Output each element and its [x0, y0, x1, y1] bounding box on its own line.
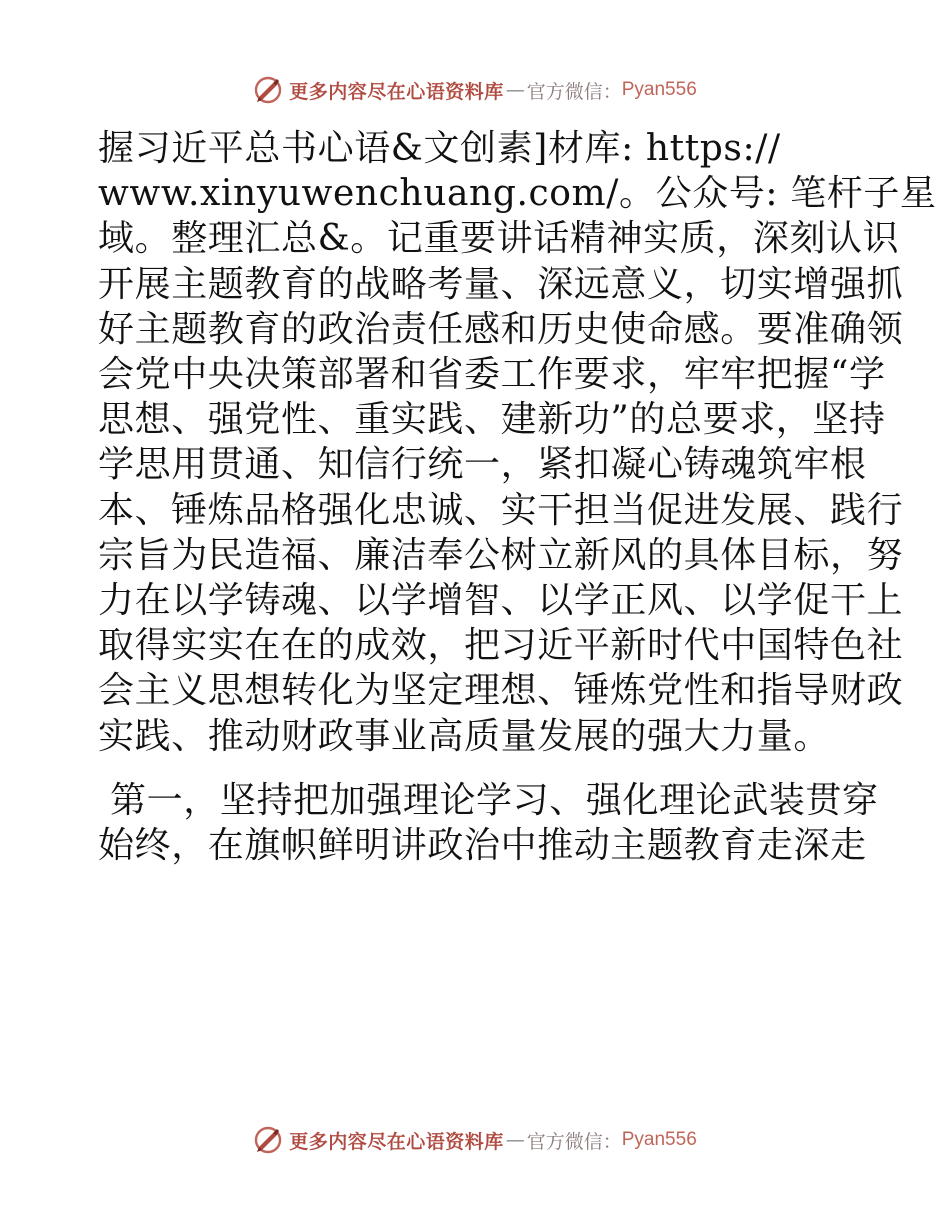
pen-logo-icon: [253, 1125, 283, 1155]
text-line: 第一，坚持把加强理论学习、强化理论武装贯穿: [98, 779, 879, 821]
pen-logo-icon: [253, 75, 283, 105]
banner-main-text: 更多内容尽在心语资料库: [289, 80, 504, 103]
text-line: 思想、强党性、重实践、建新功”的总要求，坚持: [98, 399, 886, 441]
text-line: 域。整理汇总&。记重要讲话精神实质，深刻认识: [98, 218, 900, 260]
header-banner: [0, 70, 950, 110]
document-body: [98, 126, 937, 868]
text-line: 宗旨为民造福、廉洁奉公树立新风的具体目标，努: [98, 534, 904, 576]
text-line: 会党中央决策部署和省委工作要求，牢牢把握“学: [98, 354, 886, 396]
banner-wechat-label: 官方微信：: [526, 1130, 622, 1153]
paragraph-2: [98, 778, 879, 868]
text-line: 本、锤炼品格强化忠诚、实干担当促进发展、践行: [98, 489, 904, 531]
text-line: 实践、推动财政事业高质量发展的强大力量。: [98, 715, 831, 757]
text-line: 学思用贯通、知信行统一，紧扣凝心铸魂筑牢根: [98, 444, 867, 486]
banner-main-text: 更多内容尽在心语资料库: [289, 1130, 504, 1153]
text-line: 力在以学铸魂、以学增智、以学正风、以学促干上: [98, 580, 904, 622]
footer-banner: [0, 1120, 950, 1160]
text-line: 开展主题教育的战略考量、深远意义，切实增强抓: [98, 263, 904, 305]
banner-wechat-label: 官方微信：: [526, 80, 622, 103]
text-line: 会主义思想转化为坚定理想、锤炼党性和指导财政: [98, 670, 904, 712]
text-line: 好主题教育的政治责任感和历史使命感。要准确领: [98, 308, 904, 350]
text-line: www.xinyuwenchuang.com/。公众号: 笔杆子星: [98, 173, 937, 215]
paragraph-1: [98, 126, 937, 759]
text-line: 握习近平总书心语&文创素]材库: https://: [98, 128, 781, 169]
text-line: 取得实实在在的成效，把习近平新时代中国特色社: [98, 625, 904, 667]
banner-dash: —: [505, 79, 525, 101]
banner-wechat-id: Pyan556: [621, 79, 697, 100]
banner-dash: —: [505, 1129, 525, 1151]
text-line: 始终，在旗帜鲜明讲政治中推动主题教育走深走: [98, 825, 867, 867]
banner-wechat-id: Pyan556: [621, 1129, 697, 1150]
